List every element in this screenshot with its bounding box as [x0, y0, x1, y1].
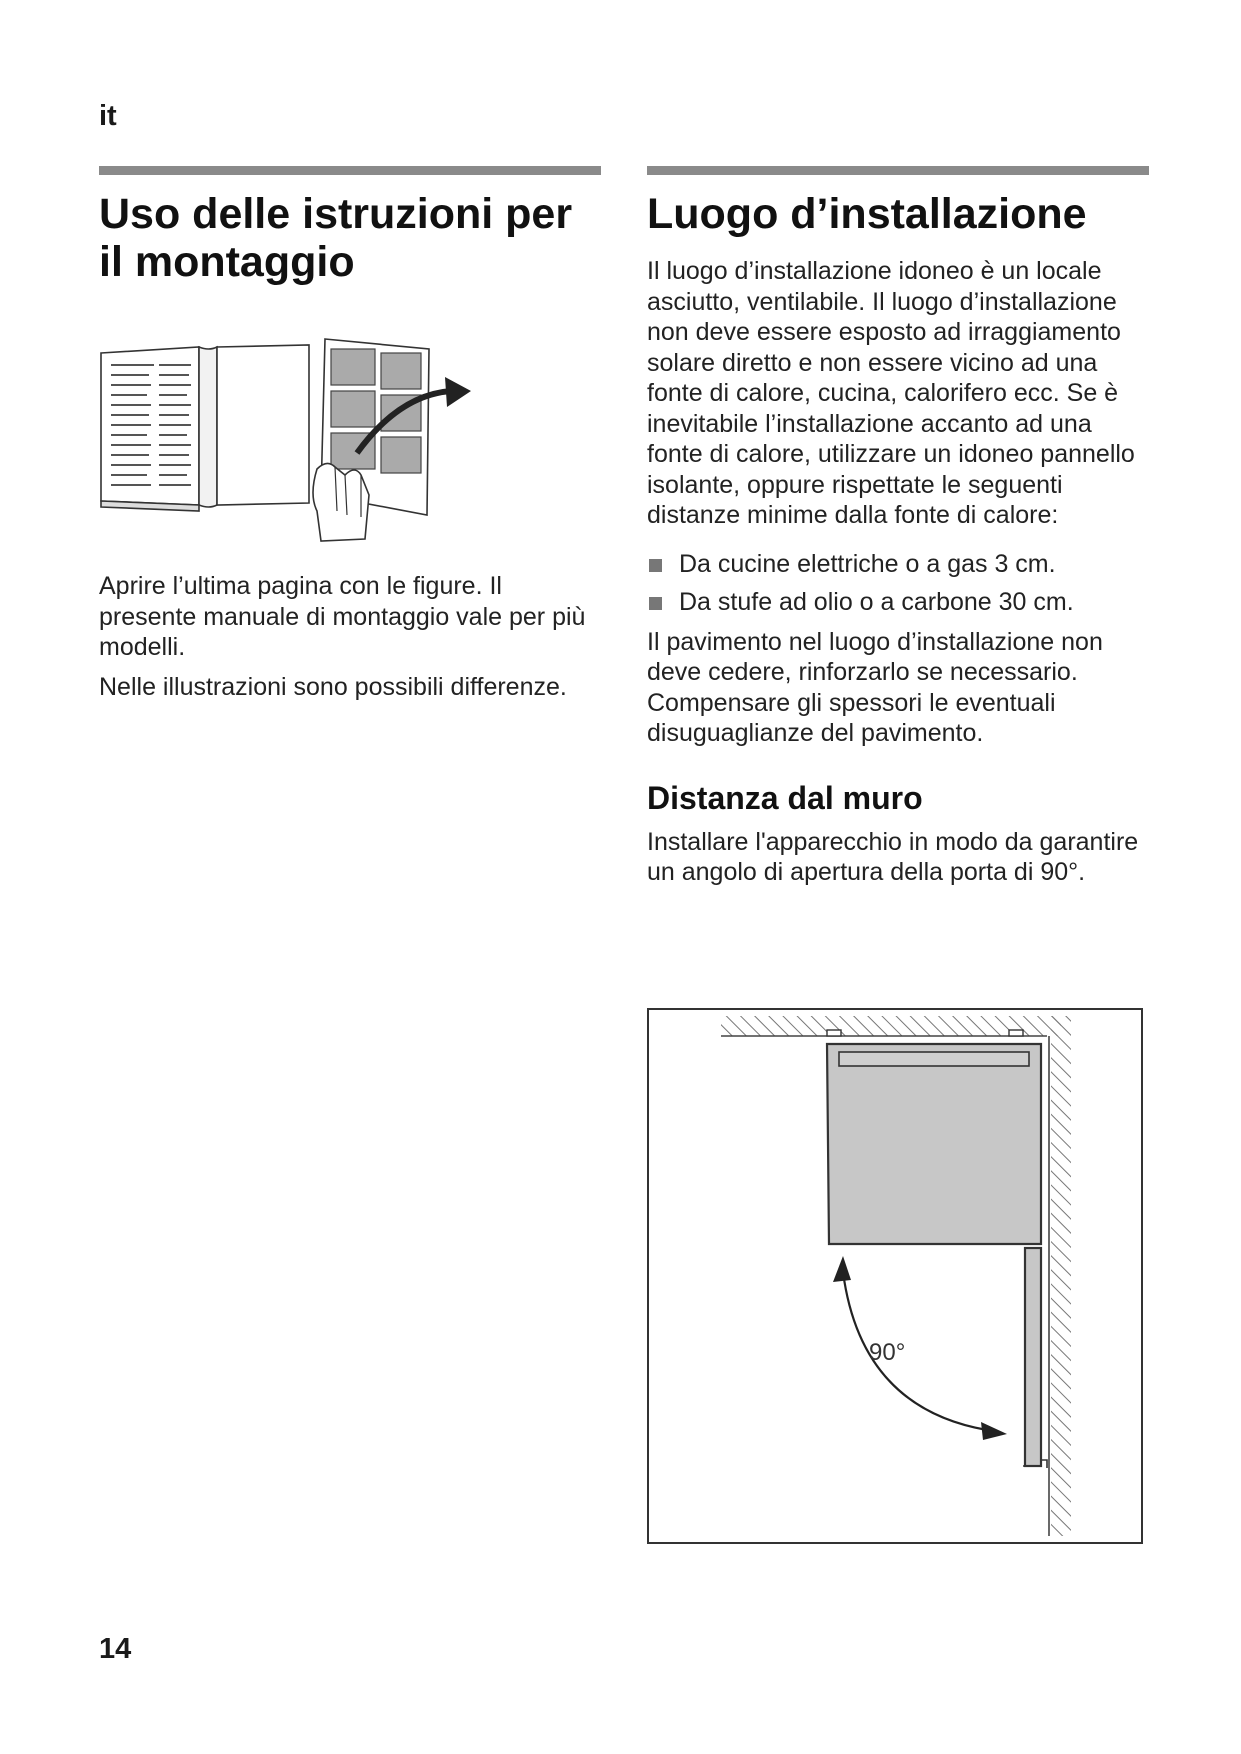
appliance-top-view	[827, 1030, 1041, 1244]
list-item: Da cucine elettriche o a gas 3 cm.	[647, 545, 1147, 583]
list-item: Da stufe ad olio o a carbone 30 cm.	[647, 583, 1147, 621]
side-wall-hatch	[1051, 1016, 1071, 1536]
left-body	[99, 571, 601, 702]
installation-intro-text: Il luogo d’installazione idoneo è un locale asciutto, ventilabile. Il luogo d’installazione non deve essere esposto ad irraggiamento solare diretto e non essere vicino ad una fonte di calore, cucina, calorifero ecc. Se è inevitabile l’installazione accanto ad una fonte di calore, utilizzare un idoneo pannello isolante, oppure rispettate le seguenti distanze minime dalla fonte di calore:	[647, 257, 1135, 529]
heat-source-distance-list	[647, 545, 1147, 621]
open-book-icon	[101, 345, 309, 511]
left-section-title: Uso delle istruzioni per il montaggio	[99, 190, 573, 286]
wall-distance-subheading: Distanza dal muro	[647, 779, 923, 816]
right-section-title: Luogo d’installazione	[647, 190, 1087, 238]
floor-text: Il pavimento nel luogo d’installazione non deve cedere, rinforzarlo se necessario. Compensare gli spessori le eventuali disuguaglianze del pavimento.	[647, 627, 1103, 747]
wall-distance-text: Installare l'apparecchio in modo da garantire un angolo di apertura della porta di 90°.	[647, 827, 1139, 886]
door-opening-diagram	[647, 1008, 1143, 1544]
language-code: it	[99, 100, 117, 132]
page-number: 14	[99, 1633, 132, 1665]
right-column	[647, 190, 1147, 888]
section-rule-right	[647, 166, 1149, 175]
square-bullet-icon	[649, 559, 662, 572]
left-paragraph-1: Aprire l’ultima pagina con le figure. Il presente manuale di montaggio vale per più modelli.	[99, 572, 586, 661]
left-column	[99, 190, 601, 286]
left-paragraph-2: Nelle illustrazioni sono possibili differenze.	[99, 672, 567, 701]
angle-label: 90°	[869, 1339, 906, 1366]
square-bullet-icon	[649, 597, 662, 610]
section-rule-left	[99, 166, 601, 175]
manual-page-turn-illustration	[99, 325, 479, 565]
